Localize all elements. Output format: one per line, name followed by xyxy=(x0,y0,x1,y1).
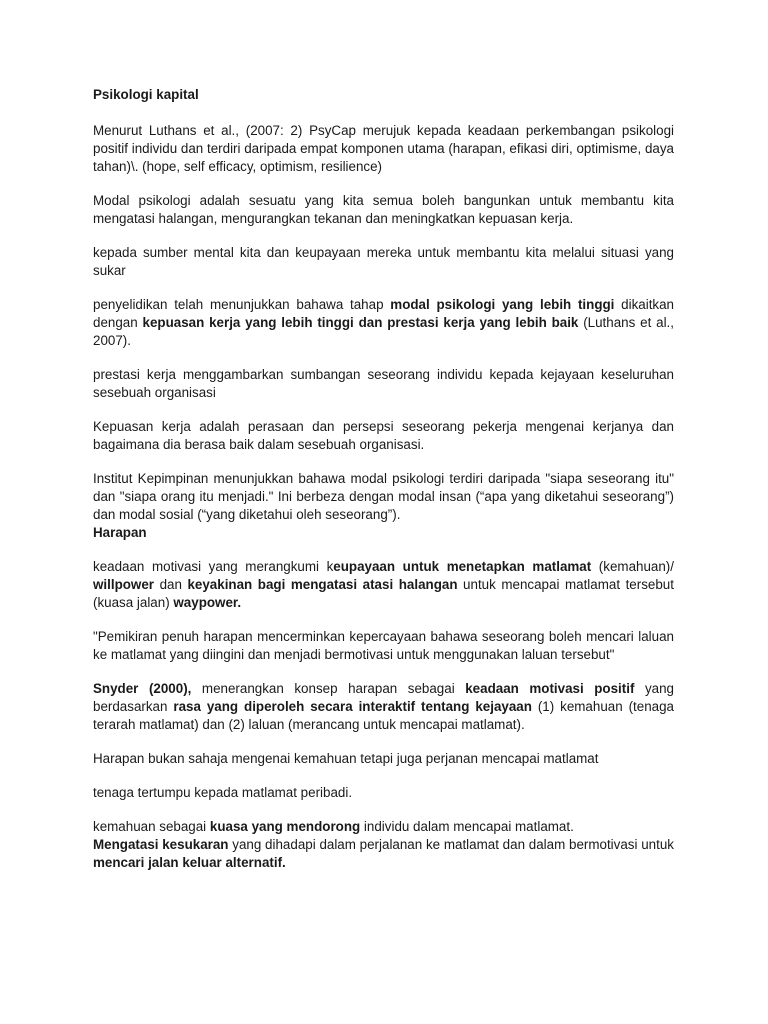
section-heading-harapan: Harapan xyxy=(93,525,147,540)
document-body xyxy=(93,86,674,872)
bold-run: keadaan motivasi positif xyxy=(465,681,635,696)
paragraph-psycap-definition: Menurut Luthans et al., (2007: 2) PsyCap merujuk kepada keadaan perkembangan psikologi positif individu dan terdiri daripada empat komponen utama (harapan, efikasi diri, optimisme, daya tahan)\. (hope, self efficacy, optimism, resilience) xyxy=(93,123,674,174)
text-run: individu dalam mencapai matlamat. xyxy=(360,819,574,834)
text-run: (1) kemahuan (tenaga terarah matlamat) dan (2) laluan (merancang untuk mencapai matlamat). xyxy=(93,699,675,732)
text-run: (kemahuan)/ xyxy=(591,559,674,574)
text-run: menerangkan konsep harapan sebagai xyxy=(191,681,466,696)
bold-run: rasa yang diperoleh secara interaktif tentang kejayaan xyxy=(173,699,532,714)
text-run: yang dihadapi dalam perjalanan ke matlamat dan dalam bermotivasi untuk xyxy=(228,837,674,852)
bold-run: willpower xyxy=(93,577,155,592)
paragraph-tenaga-tertumpu: tenaga tertumpu kepada matlamat peribadi. xyxy=(93,785,353,800)
text-run: dikaitkan dengan xyxy=(93,297,674,330)
bold-run: waypower. xyxy=(173,595,242,610)
bold-run: eupayaan untuk menetapkan matlamat xyxy=(333,559,592,574)
bold-run: modal psikologi yang lebih tinggi xyxy=(390,297,615,312)
paragraph-prestasi-kerja: prestasi kerja menggambarkan sumbangan seseorang individu kepada kejayaan keseluruhan sesebuah organisasi xyxy=(93,367,674,400)
paragraph-modal-psikologi: Modal psikologi adalah sesuatu yang kita semua boleh bangunkan untuk membantu kita mengatasi halangan, mengurangkan tekanan dan meningkatkan kepuasan kerja. xyxy=(93,193,674,226)
paragraph-institut-kepimpinan: Institut Kepimpinan menunjukkan bahawa modal psikologi terdiri daripada "siapa seseorang itu" dan "siapa orang itu menjadi." Ini berbeza dengan modal insan (“apa yang diketahui seseorang”) dan modal sosial (“yang diketahui oleh seseorang”). xyxy=(93,471,674,522)
bold-run: mencari jalan keluar alternatif. xyxy=(93,855,286,870)
paragraph-pemikiran-quote: "Pemikiran penuh harapan mencerminkan kepercayaan bahawa seseorang boleh mencari laluan ke matlamat yang diingini dan menjadi bermotivasi untuk menggunakan laluan tersebut" xyxy=(93,629,674,662)
bold-run: kuasa yang mendorong xyxy=(209,819,361,834)
paragraph-penyelidikan xyxy=(93,296,674,350)
text-run: untuk mencapai matlamat tersebut (kuasa jalan) xyxy=(93,577,674,610)
paragraph-harapan-bukan: Harapan bukan sahaja mengenai kemahuan tetapi juga perjanan mencapai matlamat xyxy=(93,751,599,766)
text-run: (Luthans et al., 2007). xyxy=(93,315,674,348)
bold-run: Mengatasi kesukaran xyxy=(93,837,229,852)
paragraph-kemahuan xyxy=(93,818,674,836)
text-run: kemahuan sebagai xyxy=(93,819,210,834)
paragraph-keadaan-motivasi xyxy=(93,558,674,612)
text-run: keadaan motivasi yang merangkumi k xyxy=(93,559,334,574)
text-run: penyelidikan telah menunjukkan bahawa tahap xyxy=(93,297,391,312)
bold-run: keyakinan bagi mengatasi atasi halangan xyxy=(187,577,458,592)
paragraph-snyder xyxy=(93,680,674,734)
document-title: Psikologi kapital xyxy=(93,87,199,102)
paragraph-mengatasi-kesukaran xyxy=(93,836,674,872)
text-run: dan xyxy=(154,577,188,592)
bold-run: Snyder (2000), xyxy=(93,681,192,696)
paragraph-kepuasan-kerja: Kepuasan kerja adalah perasaan dan persepsi seseorang pekerja mengenai kerjanya dan bagaimana dia berasa baik dalam sesebuah organisasi. xyxy=(93,419,674,452)
text-run: yang berdasarkan xyxy=(93,681,675,714)
bold-run: kepuasan kerja yang lebih tinggi dan prestasi kerja yang lebih baik xyxy=(142,315,579,330)
paragraph-sumber-mental: kepada sumber mental kita dan keupayaan mereka untuk membantu kita melalui situasi yang sukar xyxy=(93,245,674,278)
